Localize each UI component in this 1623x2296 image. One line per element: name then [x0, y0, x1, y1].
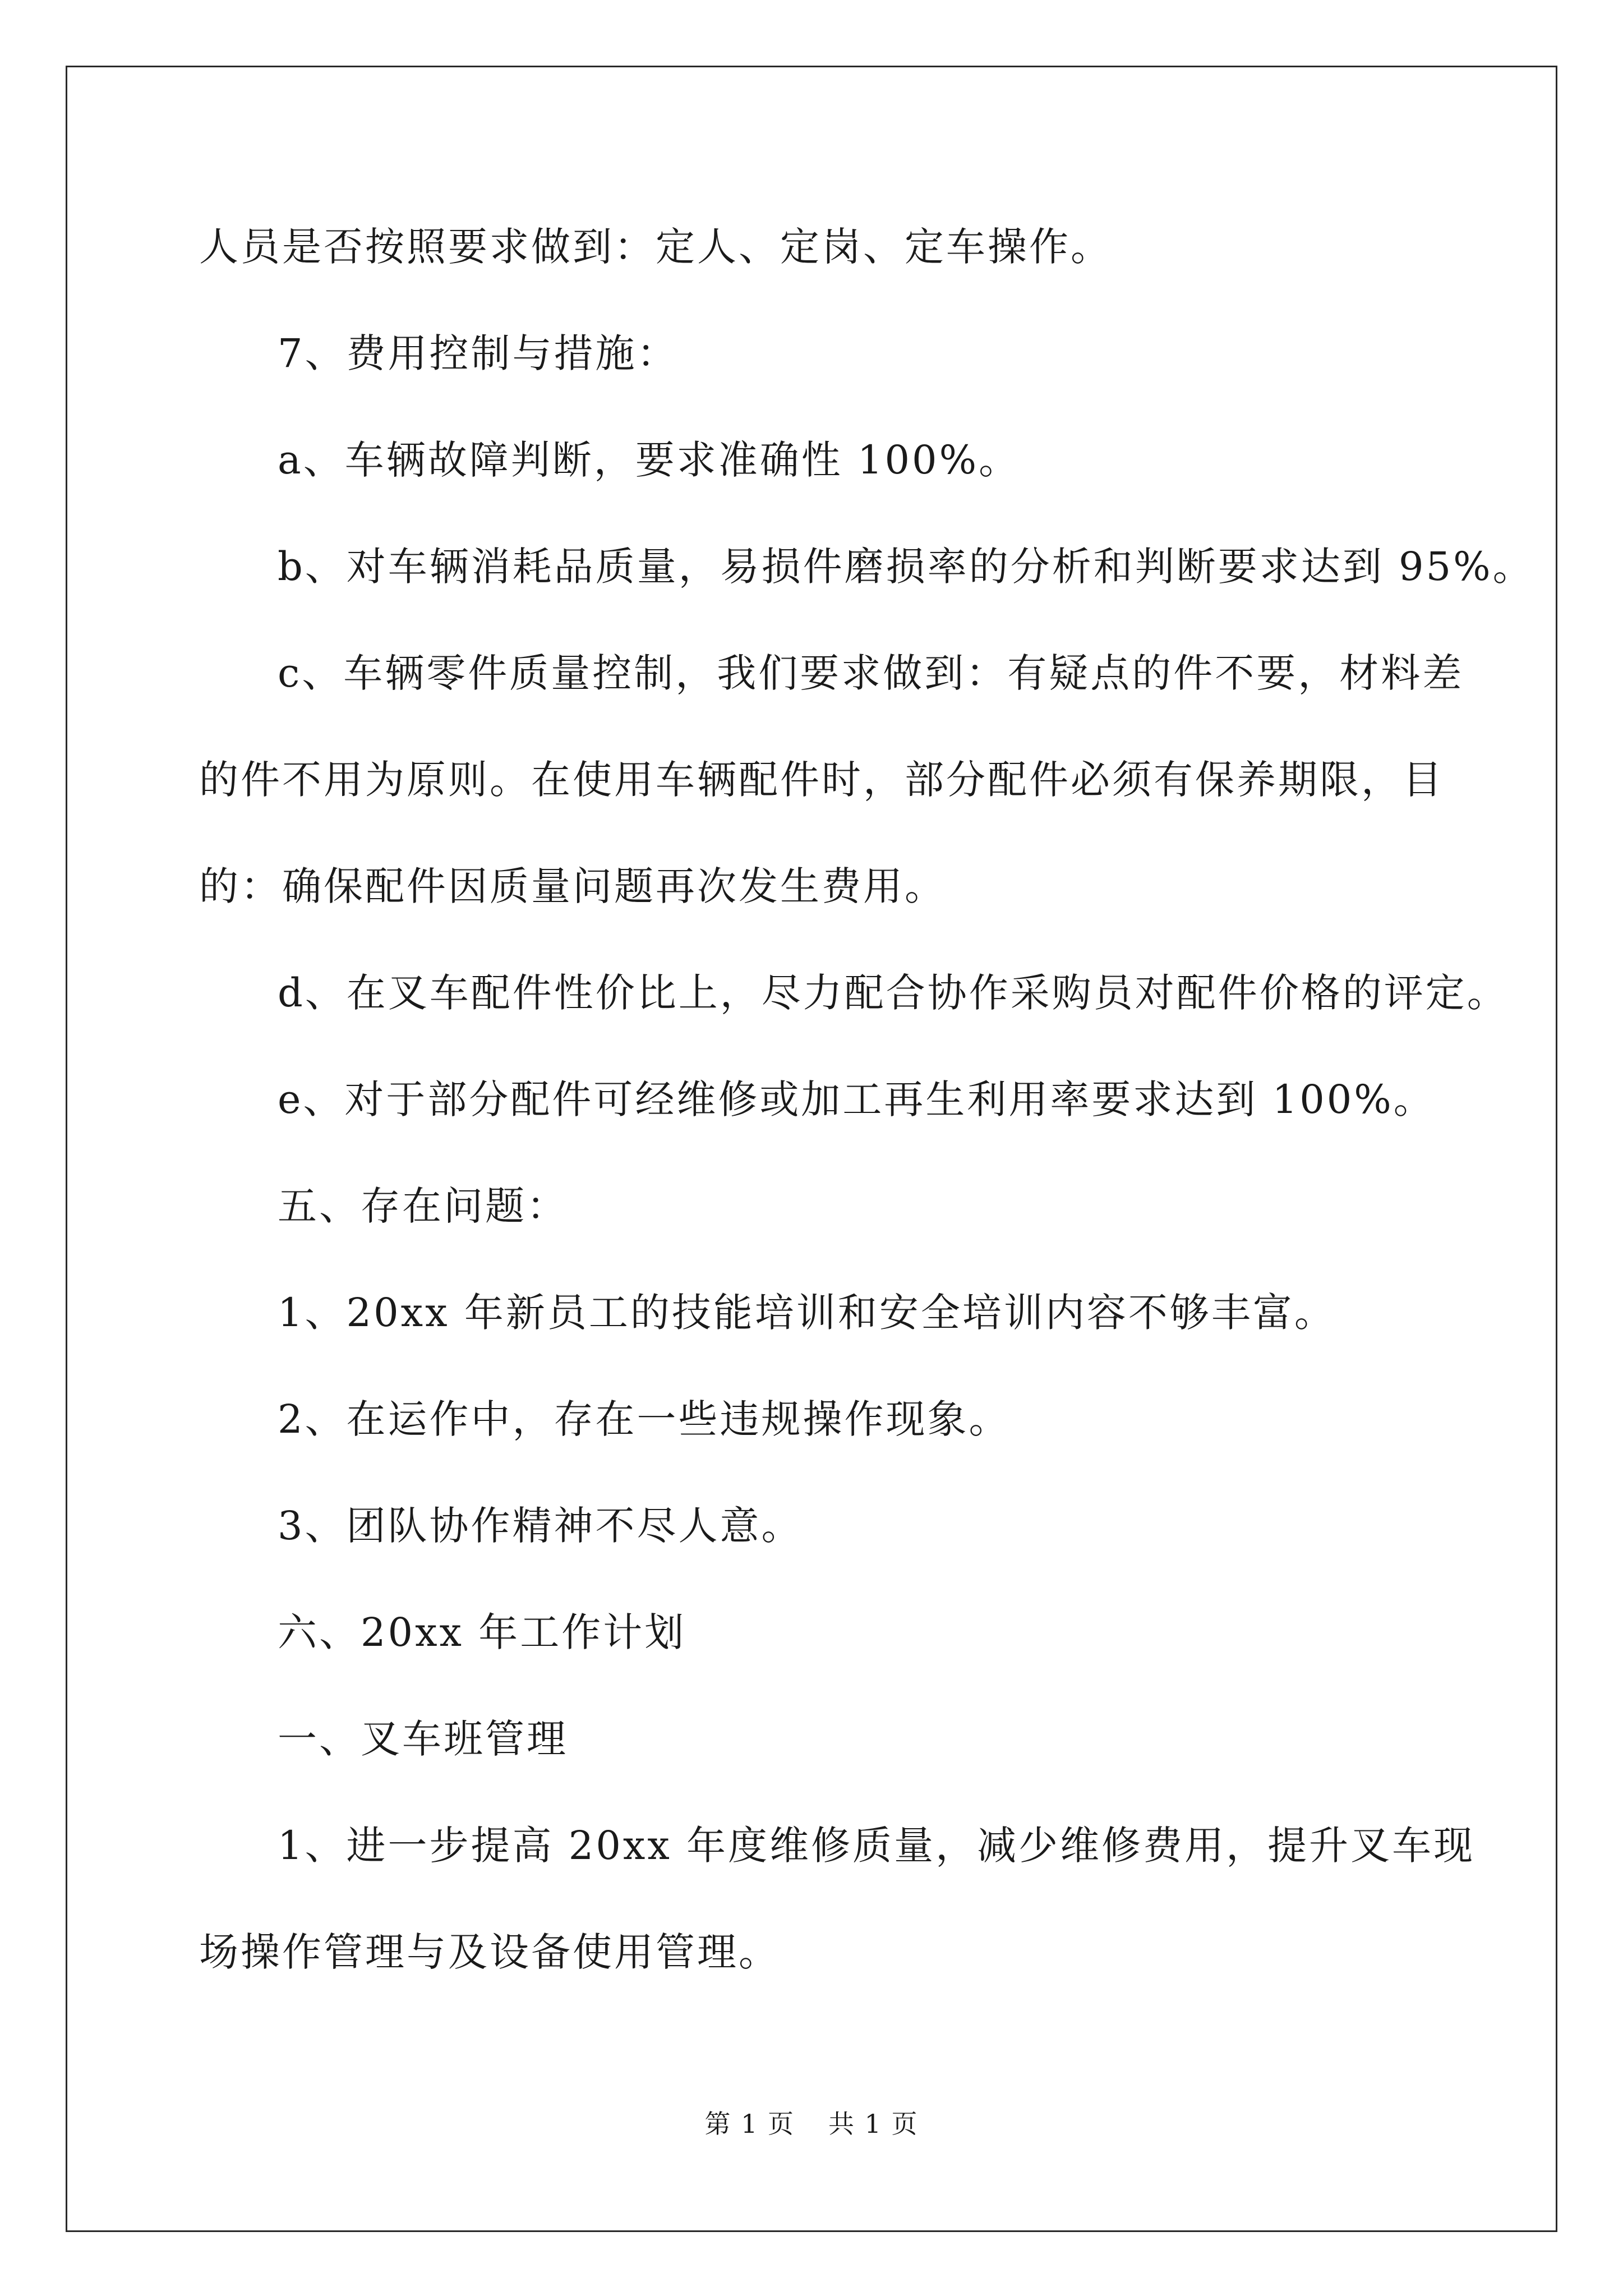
text-line-11: 1、20xx 年新员工的技能培训和安全培训内容不够丰富。	[278, 1290, 1336, 1336]
text-line-2: 7、费用控制与措施：	[278, 330, 679, 376]
subsection-heading-forklift: 一、叉车班管理	[278, 1716, 568, 1762]
text-line-5: c、车辆零件质量控制，我们要求做到：有疑点的件不要，材料差	[278, 650, 1464, 696]
page-total: 共 1 页	[828, 2109, 919, 2139]
text-line-1: 人员是否按照要求做到：定人、定岗、定车操作。	[199, 224, 1112, 270]
text-line-9: e、对于部分配件可经维修或加工再生利用率要求达到 100%。	[278, 1076, 1435, 1122]
text-line-13: 3、团队协作精神不尽人意。	[278, 1503, 803, 1549]
page-number: 第 1 页	[704, 2109, 795, 2139]
page-border	[66, 66, 1557, 2232]
section-heading-plan: 六、20xx 年工作计划	[278, 1609, 686, 1655]
page-footer	[0, 2104, 1623, 2141]
text-line-16: 1、进一步提高 20xx 年度维修质量，减少维修费用，提升叉车现	[278, 1823, 1476, 1869]
text-line-7: 的：确保配件因质量问题再次发生费用。	[199, 863, 946, 909]
text-line-17: 场操作管理与及设备使用管理。	[199, 1929, 780, 1975]
text-line-8: d、在叉车配件性价比上，尽力配合协作采购员对配件价格的评定。	[278, 970, 1509, 1016]
text-line-12: 2、在运作中，存在一些违规操作现象。	[278, 1396, 1011, 1442]
text-line-3: a、车辆故障判断，要求准确性 100%。	[278, 437, 1021, 483]
text-line-4: b、对车辆消耗品质量，易损件磨损率的分析和判断要求达到 95%。	[278, 544, 1534, 590]
section-heading-issues: 五、存在问题：	[278, 1183, 568, 1229]
text-line-6: 的件不用为原则。在使用车辆配件时，部分配件必须有保养期限，目	[199, 757, 1444, 803]
